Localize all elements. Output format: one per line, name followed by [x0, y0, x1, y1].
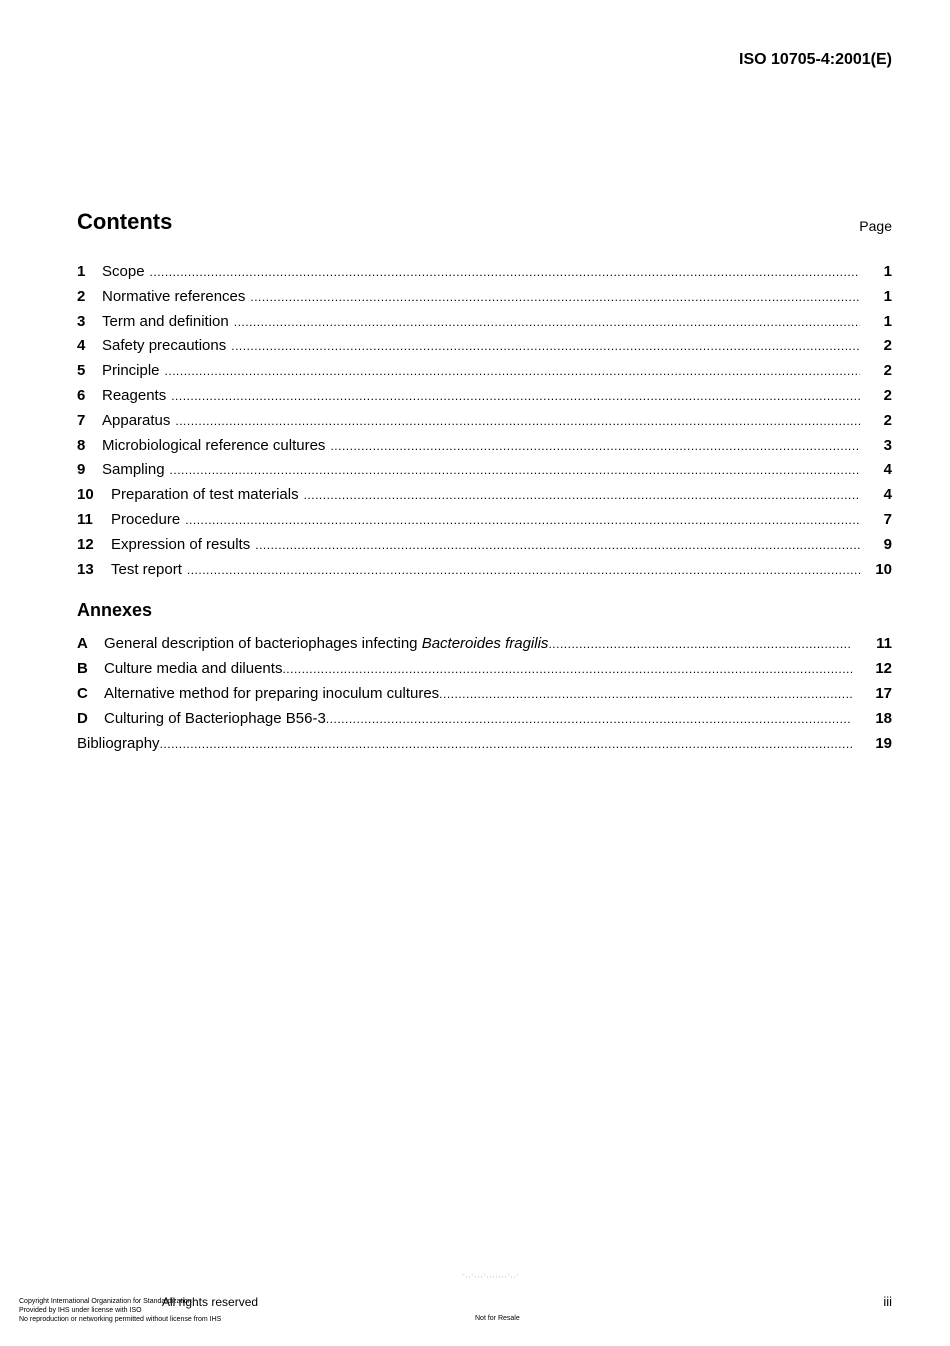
toc-entry-page: 7 [883, 510, 892, 528]
toc-entry-label: Test report [111, 560, 182, 578]
bibliography-label: Bibliography [77, 735, 160, 752]
toc-entry-label: Procedure [111, 510, 181, 528]
toc-entry-label: Scope [102, 263, 145, 280]
toc-entry-number: 12 [77, 535, 94, 553]
toc-entry[interactable] [77, 511, 892, 536]
dot-leader [160, 737, 852, 751]
annex-page: 11 [876, 635, 892, 652]
annex-letter: A [77, 635, 88, 652]
rights-reserved: All rights reserved [162, 1295, 259, 1309]
dot-leader [326, 712, 852, 726]
toc-entry-page: 2 [883, 362, 892, 380]
toc-entry-label: Expression of results [111, 535, 251, 553]
toc-entry-number: 11 [77, 510, 93, 528]
bibliography-entry[interactable] [77, 735, 892, 760]
toc-entry-label: Normative references [102, 287, 246, 305]
toc-entry-label: Term and definition [102, 312, 229, 330]
toc-entry-label: Reagents [102, 386, 167, 404]
dot-leader [231, 339, 860, 353]
toc-entry[interactable] [77, 337, 892, 362]
toc-entry[interactable] [77, 437, 892, 462]
toc-entry[interactable] [77, 387, 892, 412]
copyright-line: Provided by IHS under license with ISO [19, 1307, 142, 1314]
annex-page: 18 [875, 710, 892, 727]
toc-entry-page: 2 [883, 411, 892, 429]
toc-entry-page: 2 [883, 386, 892, 404]
toc-entry-page: 10 [875, 560, 892, 578]
annex-entry[interactable] [77, 685, 892, 710]
dot-leader [171, 389, 860, 403]
toc-entry[interactable] [77, 486, 892, 511]
toc-entry-page: 9 [883, 535, 892, 553]
annex-entry[interactable] [77, 635, 892, 660]
toc-entry-page: 4 [883, 461, 892, 479]
contents-heading: Contents [77, 209, 173, 234]
toc-entry-number: 3 [77, 312, 86, 330]
toc-entry-label: Safety precautions [102, 337, 227, 355]
annex-page: 12 [875, 660, 892, 677]
dot-leader [170, 463, 860, 477]
annexes-heading: Annexes [77, 600, 153, 620]
dot-leader [439, 687, 852, 701]
toc-entry-number: 2 [77, 287, 86, 305]
page-number: iii [883, 1294, 892, 1309]
toc-entry-number: 4 [77, 337, 86, 355]
annex-label [104, 635, 548, 652]
annex-label-italic: Bacteroides fragilis [421, 635, 549, 652]
toc-entry[interactable] [77, 313, 892, 338]
toc-entry-number: 10 [77, 486, 94, 504]
standard-number: ISO 10705-4:2001(E) [739, 51, 892, 68]
toc-entry-page: 3 [883, 436, 892, 454]
toc-entry-page: 1 [883, 312, 892, 330]
page-column-label: Page [859, 218, 892, 234]
toc-entry-page: 4 [883, 486, 892, 504]
annex-label: Alternative method for preparing inoculum cultures [104, 685, 440, 702]
copyright-line: Copyright International Organization for Standardization [19, 1298, 192, 1305]
dot-leader [548, 637, 852, 651]
dot-leader [165, 364, 860, 378]
bibliography-page: 19 [875, 735, 892, 752]
dot-leader [185, 513, 860, 527]
annex-label: Culture media and diluents [104, 660, 283, 677]
toc-entry-number: 8 [77, 436, 86, 454]
annex-letter: B [77, 660, 88, 677]
dot-leader [255, 538, 860, 552]
not-for-resale: Not for Resale [475, 1315, 520, 1322]
toc-entry-number: 9 [77, 461, 86, 479]
toc-entry[interactable] [77, 288, 892, 313]
toc-entry[interactable] [77, 263, 892, 288]
dot-leader [187, 563, 860, 577]
toc-entry-page: 1 [883, 263, 892, 280]
toc-entry[interactable] [77, 461, 892, 486]
toc-entry-number: 7 [77, 411, 86, 429]
toc-entry-number: 13 [77, 560, 94, 578]
toc-entry[interactable] [77, 536, 892, 561]
annex-letter: D [77, 710, 88, 727]
toc-entry-number: 6 [77, 386, 86, 404]
toc-entry-number: 1 [77, 263, 86, 280]
dot-leader [175, 414, 860, 428]
toc-entry-label: Preparation of test materials [111, 486, 299, 504]
dot-leader [304, 488, 860, 502]
annex-entry[interactable] [77, 710, 892, 735]
table-of-contents [77, 263, 892, 585]
toc-entry-number: 5 [77, 362, 86, 380]
annex-page: 17 [875, 685, 892, 702]
dot-leader [330, 439, 860, 453]
dot-leader [234, 315, 860, 329]
toc-entry-label: Principle [102, 362, 160, 380]
toc-entry-page: 1 [883, 287, 892, 305]
annex-list [77, 635, 892, 760]
toc-entry[interactable] [77, 362, 892, 387]
toc-entry-label: Apparatus [102, 411, 171, 429]
dot-leader [282, 662, 852, 676]
toc-entry-label: Microbiological reference cultures [102, 436, 326, 454]
dot-leader [250, 290, 860, 304]
annex-label-text: General description of bacteriophages infecting [104, 635, 422, 652]
toc-entry[interactable] [77, 412, 892, 437]
dot-leader [150, 265, 860, 279]
annex-entry[interactable] [77, 660, 892, 685]
annex-letter: C [77, 685, 88, 702]
toc-entry-page: 2 [883, 337, 892, 355]
toc-entry[interactable] [77, 561, 892, 586]
scan-artifact-mark: -,,-,,,-,,,,,,,-,,- [462, 1272, 520, 1279]
toc-entry-label: Sampling [102, 461, 165, 479]
annex-label: Culturing of Bacteriophage B56-3 [104, 710, 326, 727]
copyright-line: No reproduction or networking permitted without license from IHS [19, 1316, 222, 1323]
